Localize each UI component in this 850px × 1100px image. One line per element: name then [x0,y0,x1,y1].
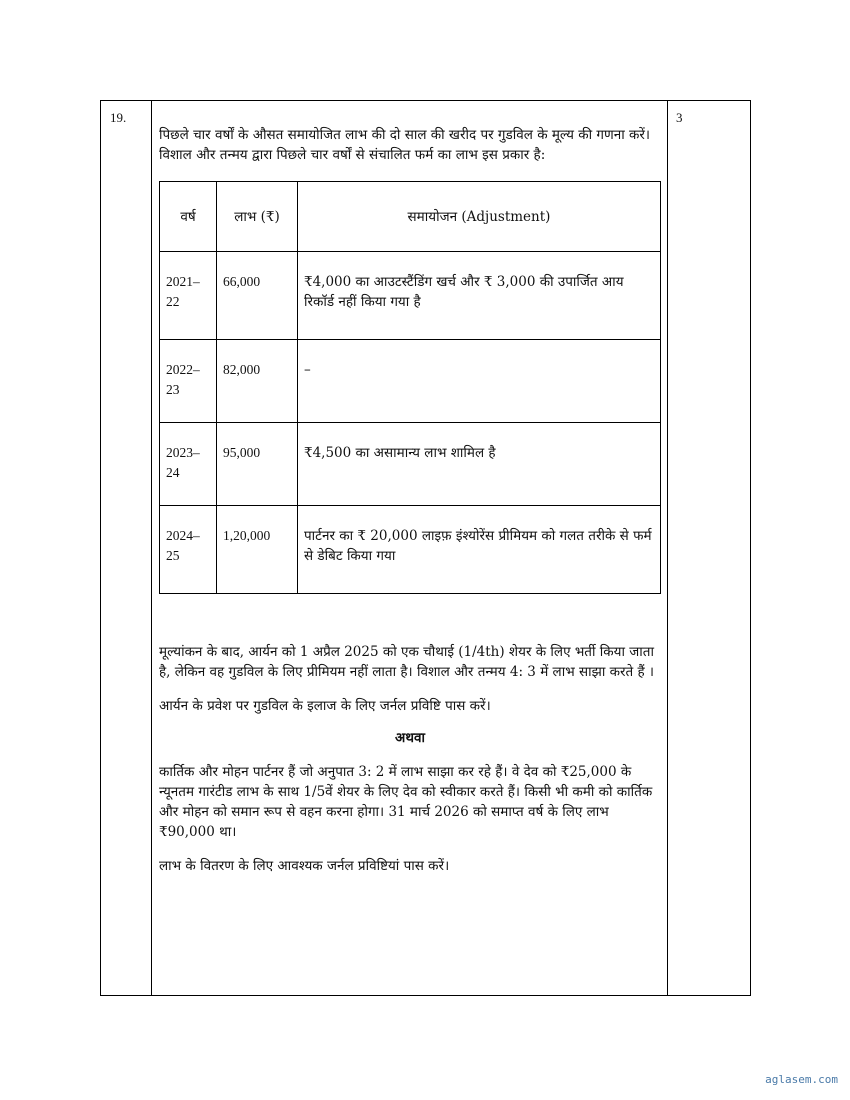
watermark-text: aglasem.com [765,1073,838,1086]
question-content [159,125,661,876]
header-profit: लाभ (₹) [217,182,298,252]
table-row [160,423,661,506]
row-adjustment: ₹4,500 का असामान्य लाभ शामिल है [298,423,661,506]
row-profit: 66,000 [217,252,298,340]
question-marks: 3 [676,110,683,125]
question-intro: पिछले चार वर्षों के औसत समायोजित लाभ की दो साल की खरीद पर गुडविल के मूल्य की गणना करें। विशाल और तन्मय द्वारा पिछले चार वर्षों से संचालित फर्म का लाभ इस प्रकार है: [159,127,651,163]
alternative-instruction: लाभ के वितरण के लिए आवश्यक जर्नल प्रविष्टियां पास करें। [159,858,450,874]
header-year: वर्ष [160,182,217,252]
table-header-row [160,182,661,252]
row-profit: 1,20,000 [217,506,298,594]
row-year: 2023–24 [160,423,217,506]
row-profit: 95,000 [217,423,298,506]
table-row [160,340,661,423]
table-row [160,252,661,340]
column-divider-left [151,101,152,995]
row-year: 2024–25 [160,506,217,594]
question-box [100,100,751,996]
table-row [160,506,661,594]
column-divider-right [667,101,668,995]
row-year: 2022–23 [160,340,217,423]
row-adjustment: – [298,340,661,423]
or-label: अथवा [395,730,425,746]
question-number: 19. [110,110,127,125]
alternative-question: कार्तिक और मोहन पार्टनर हैं जो अनुपात 3: 2 में लाभ साझा कर रहे हैं। वे देव को ₹25,000 के न्यूनतम गारंटीड लाभ के साथ 1/5वें शेयर के लिए देव को स्वीकार करते हैं। किसी भी कमी को कार्तिक और मोहन को समान रूप से वहन करना होगा। 31 मार्च 2026 को समाप्त वर्ष के लिए लाभ ₹90,000 था। [159,764,653,840]
row-adjustment: ₹4,000 का आउटस्टैंडिंग खर्च और ₹ 3,000 की उपार्जित आय रिकॉर्ड नहीं किया गया है [298,252,661,340]
journal-instruction: आर्यन के प्रवेश पर गुडविल के इलाज के लिए जर्नल प्रविष्टि पास करें। [159,698,491,714]
admission-paragraph: मूल्यांकन के बाद, आर्यन को 1 अप्रैल 2025 को एक चौथाई (1/4th) शेयर के लिए भर्ती किया जाता है, लेकिन वह गुडविल के लिए प्रीमियम नहीं लाता है। विशाल और तन्मय 4: 3 में लाभ साझा करते हैं । [159,644,655,680]
row-adjustment: पार्टनर का ₹ 20,000 लाइफ़ इंश्योरेंस प्रीमियम को गलत तरीके से फर्म से डेबिट किया गया [298,506,661,594]
row-year: 2021–22 [160,252,217,340]
row-profit: 82,000 [217,340,298,423]
header-adjustment: समायोजन (Adjustment) [298,182,661,252]
profit-adjustment-table [159,181,661,594]
